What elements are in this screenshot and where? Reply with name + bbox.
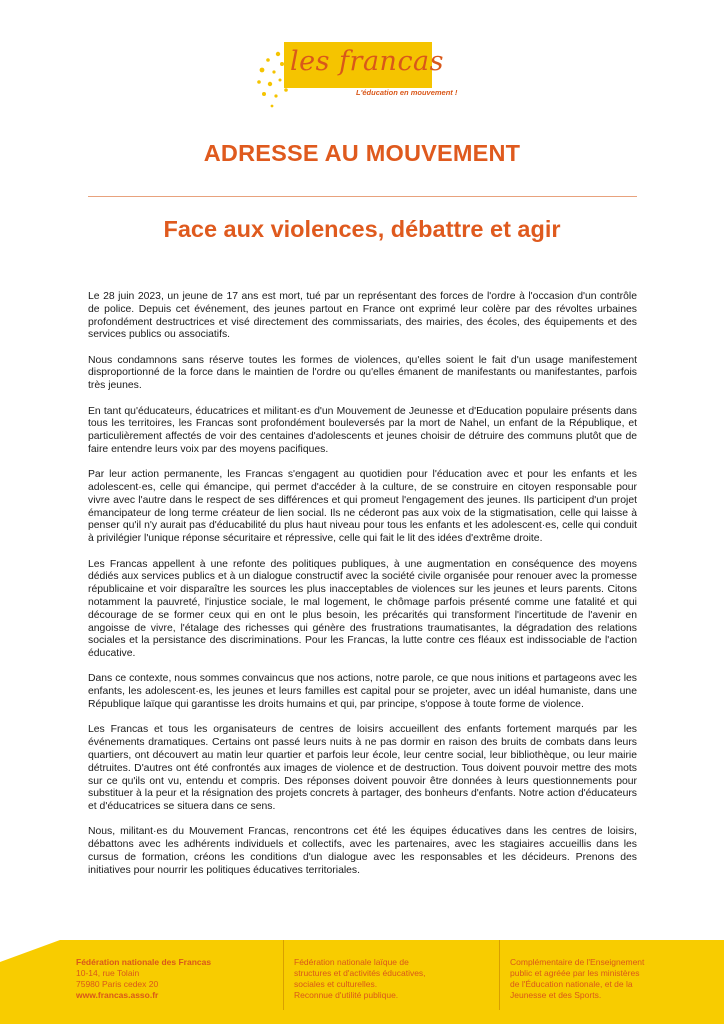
paragraph: Les Francas appellent à une refonte des politiques publiques, à une augmentation en conséquence des moyens dédiés aux services publics et à un dialogue constructif avec la société civile organisée pour renouer avec la promesse républicaine et voir disparaître les sources les plus inacceptables de violences sur les jeunes et leurs parents. Citons notamment la pauvreté, l'injustice sociale, le mal logement, le chômage parfois présenté comme une fatalité et qui décourage de se former ceux qui en ont le plus besoin, les précarités qui transforment l'incertitude de l'avenir en angoisse de vivre, l'étalage des richesses qui génère des frustrations traumatisantes, la dégradation des relations sociales et la persistance des discriminations. Pour les Francas, la lutte contre ces fléaux est indissociable de l'action éducative.: [88, 558, 637, 660]
footer-accr-line: Complémentaire de l'Enseignement: [510, 957, 645, 967]
logo-wordmark: les francas: [290, 46, 445, 77]
footer-desc-line: Reconnue d'utilité publique.: [294, 990, 399, 1000]
footer-website-link[interactable]: www.francas.asso.fr: [76, 990, 159, 1000]
paragraph: Nous condamnons sans réserve toutes les formes de violences, qu'elles soient le fait d'un usage manifestement disproportionné de la force dans le maintien de l'ordre ou qu'elles émanent de manifestants ou manifestantes, parfois très jeunes.: [88, 354, 637, 392]
footer-notch: [0, 940, 60, 962]
footer-desc-line: structures et d'activités éducatives,: [294, 968, 426, 978]
page-title: ADRESSE AU MOUVEMENT: [203, 140, 521, 166]
footer-desc-line: Fédération nationale laïque de: [294, 957, 409, 967]
paragraph: En tant qu'éducateurs, éducatrices et militant·es d'un Mouvement de Jeunesse et d'Education populaire présents dans tous les territoires, les Francas sont profondément bouleversés par la mort de Nahel, un enfant de la République, et particulièrement affectés de voir des centaines d'adolescents et jeunes choisir de détruire des communs plutôt que de faire entendre leurs voix par des moyens pacifiques.: [88, 405, 637, 455]
logo-tagline: L'éducation en mouvement !: [356, 88, 458, 97]
footer-org-name: Fédération nationale des Francas: [76, 957, 212, 967]
footer-description: [294, 957, 479, 1001]
footer-accr-line: public et agréée par les ministères: [510, 968, 640, 978]
paragraph: Le 28 juin 2023, un jeune de 17 ans est mort, tué par un représentant des forces de l'ordre à l'occasion d'un contrôle de police. Depuis cet événement, des jeunes partout en France ont exprimé leur colère par des révoltes urbaines profondément destructrices et visé directement des commissariats, des mairies, des écoles, des équipements et des services publics ou associatifs.: [88, 291, 637, 341]
footer-desc-line: sociales et culturelles.: [294, 979, 378, 989]
paragraph: Par leur action permanente, les Francas s'engagent au quotidien pour l'éducation avec et pour les enfants et les adolescent·es, celle qui émancipe, qui permet d'accéder à la culture, de se construire en citoyen responsable pour vivre avec l'autre dans le respect de ses différences et qui promeut l'engagement des jeunes. Ils participent d'un projet émancipateur de long terme créateur de lien social. Ils ne céderont pas aux voix de la stigmatisation, celle qui laisse à penser qu'il n'y aurait pas d'éducabilité du plus haut niveau pour tous les enfants et les adolescent·es, celle qui conduit à privilégier l'unique réponse sécuritaire et répressive, celle qui fait le lit des idées d'extrême droite.: [88, 469, 637, 545]
footer-accreditation: [510, 957, 695, 1001]
paragraph: Nous, militant·es du Mouvement Francas, rencontrons cet été les équipes éducatives dans les centres de loisirs, débattons avec les adhérents individuels et collectifs, avec les partenaires, avec les stagiaires accueillis dans les cursus de formation, créons les conditions d'un dialogue avec les responsables et les décideurs. Prenons des initiatives pour nourrir les politiques éducatives territoriales.: [88, 826, 637, 876]
paragraph: Les Francas et tous les organisateurs de centres de loisirs accueillent des enfants fortement marqués par les événements dramatiques. Certains ont passé leurs nuits à ne pas dormir en raison des bruits de combats dans leurs quartiers, ont découvert au matin leur quartier et parfois leur école, leur centre social, leur bibliothèque, ou leur mairie détruites. D'autres ont été confrontés aux images de violence et de destruction. Tous doivent pouvoir mettre des mots sur ce qu'ils ont vu, entendu et compris. Des réponses doivent pouvoir être données à leurs questionnements pour substituer à la peur et la résignation des projets concrets à partager, des bonheurs d'enfants. Notre action d'éducateurs et d'éducatrices se situera dans ce sens.: [88, 724, 637, 813]
footer-accr-line: Jeunesse et des Sports.: [510, 990, 602, 1000]
footer-address: [76, 957, 271, 1001]
footer-city: 75980 Paris cedex 20: [76, 979, 159, 989]
page-footer: [0, 940, 724, 1024]
page-subtitle: Face aux violences, débattre et agir: [163, 216, 561, 242]
footer-separator: [499, 940, 500, 1010]
footer-separator: [283, 940, 284, 1010]
footer-accr-line: de l'Éducation nationale, et de la: [510, 979, 633, 989]
footer-street: 10-14, rue Tolain: [76, 968, 140, 978]
francas-logo: [256, 42, 476, 112]
document-body: [88, 291, 637, 890]
title-divider: [88, 196, 637, 197]
paragraph: Dans ce contexte, nous sommes convaincus que nos actions, notre parole, ce que nous initions et partageons avec les enfants, les adolescent·es, les jeunes et leurs familles est capital pour se projeter, avec un idéal humaniste, dans une République laïque qui garantisse les droits humains et qui, par principe, s'oppose à toute forme de violence.: [88, 673, 637, 711]
